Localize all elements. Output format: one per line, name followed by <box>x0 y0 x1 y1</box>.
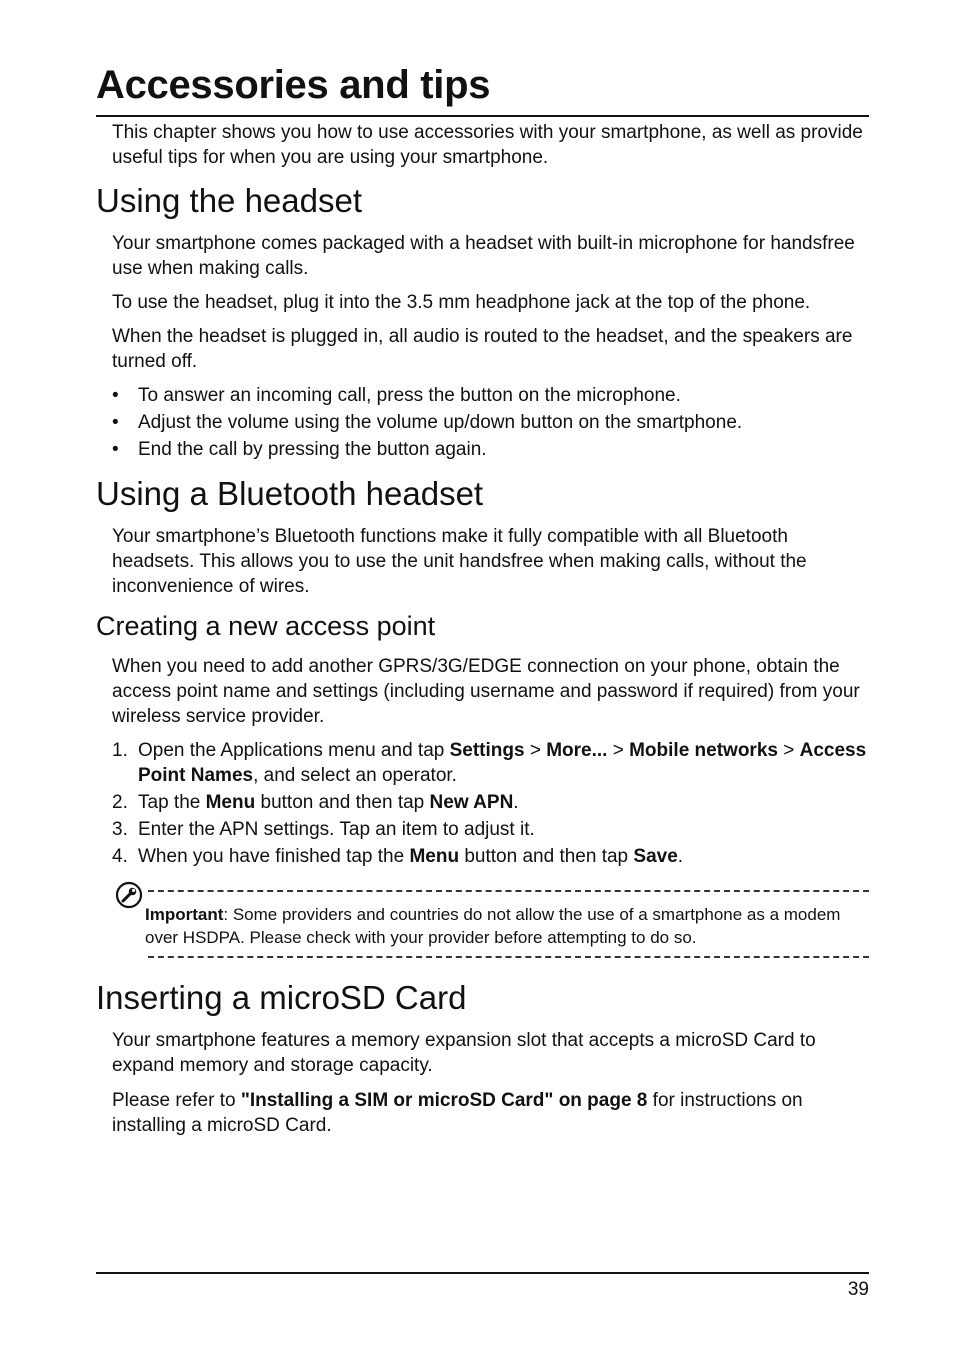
microsd-text: for instructions on installing a microSD Card. <box>112 1090 803 1136</box>
access-point-heading: Creating a new access point <box>96 611 436 641</box>
save-label: Save <box>633 846 678 867</box>
step-3 <box>112 817 869 842</box>
bullet-text: End the call by pressing the button again. <box>138 439 487 460</box>
important-body: : Some providers and countries do not allow the use of a smartphone as a modem over HSDPA. Please check with your provider before attempting to do so. <box>145 905 841 947</box>
step-2 <box>112 790 869 815</box>
mobile-networks-label: Mobile networks <box>629 740 778 761</box>
important-label: Important <box>145 905 224 924</box>
bluetooth-heading: Using a Bluetooth headset <box>96 475 484 512</box>
step-number: 1. <box>112 740 128 761</box>
step-text: button and then tap <box>459 846 634 867</box>
microsd-heading: Inserting a microSD Card <box>96 979 467 1016</box>
bullet-text: To answer an incoming call, press the button on the microphone. <box>138 385 681 406</box>
list-item <box>112 410 869 435</box>
bullet-marker: • <box>112 439 119 460</box>
separator: > <box>607 740 630 761</box>
important-note-icon <box>114 880 144 910</box>
step-number: 4. <box>112 846 128 867</box>
more-label: More... <box>546 740 608 761</box>
access-point-steps <box>112 738 869 869</box>
step-text: , and select an operator. <box>253 765 457 786</box>
headset-heading: Using the headset <box>96 182 363 219</box>
bullet-marker: • <box>112 385 119 406</box>
step-text: . <box>513 792 519 813</box>
sim-card-reference-link[interactable]: "Installing a SIM or microSD Card" on page 8 <box>240 1090 648 1111</box>
step-text: Tap the <box>138 792 206 813</box>
step-1 <box>112 738 869 788</box>
headset-bullet-list <box>112 383 869 462</box>
access-point-paragraph: When you need to add another GPRS/3G/EDGE connection on your phone, obtain the access point name and settings (including username and password if required) from your wireless service provider. <box>112 656 860 727</box>
menu-label: Menu <box>205 792 256 813</box>
menu-label: Menu <box>409 846 460 867</box>
step-text: Enter the APN settings. Tap an item to adjust it. <box>138 819 535 840</box>
page-number: 39 <box>847 1279 869 1300</box>
separator: > <box>777 740 800 761</box>
settings-label: Settings <box>449 740 525 761</box>
bullet-marker: • <box>112 412 119 433</box>
list-item <box>112 437 869 462</box>
step-text: Open the Applications menu and tap <box>138 740 450 761</box>
new-apn-label: New APN <box>429 792 514 813</box>
bluetooth-paragraph: Your smartphone’s Bluetooth functions make it fully compatible with all Bluetooth headsets. This allows you to use the unit handsfree when making calls, without the inconvenience of wires. <box>112 526 807 597</box>
headset-paragraph-2: To use the headset, plug it into the 3.5 mm headphone jack at the top of the phone. <box>112 292 811 313</box>
step-text: When you have finished tap the <box>138 846 410 867</box>
footer-divider <box>96 1272 869 1274</box>
headset-paragraph-1: Your smartphone comes packaged with a headset with built-in microphone for handsfree use when making calls. <box>112 233 855 279</box>
headset-paragraph-3: When the headset is plugged in, all audio is routed to the headset, and the speakers are turned off. <box>112 326 853 372</box>
step-text: button and then tap <box>255 792 430 813</box>
note-divider-top <box>148 890 869 892</box>
step-text: . <box>677 846 684 867</box>
separator: > <box>524 740 547 761</box>
intro-paragraph: This chapter shows you how to use accessories with your smartphone, as well as provide useful tips for when you are using your smartphone. <box>112 122 863 168</box>
access-point-names-label: Access Point Names <box>138 740 867 786</box>
list-item <box>112 383 869 408</box>
bullet-text: Adjust the volume using the volume up/down button on the smartphone. <box>138 412 743 433</box>
microsd-paragraph-2 <box>112 1088 869 1138</box>
microsd-paragraph-1: Your smartphone features a memory expansion slot that accepts a microSD Card to expand memory and storage capacity. <box>112 1030 816 1076</box>
step-number: 2. <box>112 792 128 813</box>
step-4 <box>112 844 869 869</box>
note-divider-bottom <box>148 956 869 958</box>
step-number: 3. <box>112 819 128 840</box>
page-title: Accessories and tips <box>96 61 869 117</box>
important-note-text <box>145 903 845 949</box>
microsd-text: Please refer to <box>112 1090 241 1111</box>
